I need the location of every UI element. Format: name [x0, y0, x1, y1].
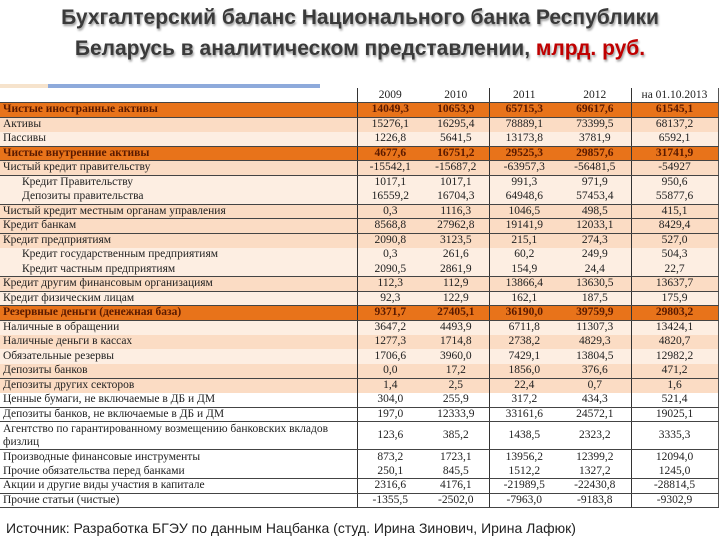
cell-value: 0,0 [357, 364, 423, 379]
cell-value: 73399,5 [559, 117, 631, 132]
cell-value: -21989,5 [489, 479, 559, 494]
cell-value: 498,5 [559, 204, 631, 219]
cell-value: 17,2 [423, 364, 489, 379]
cell-value: 12333,9 [423, 407, 489, 422]
cell-value: 16559,2 [357, 190, 423, 205]
table-row [0, 407, 718, 422]
source-note: Источник: Разработка БГЭУ по данным Нацбанка (студ. Ирина Зинович, Ирина Лафюк) [6, 520, 576, 536]
cell-value: 29803,2 [631, 306, 718, 321]
cell-value: 92,3 [357, 291, 423, 306]
cell-value: 4677,6 [357, 146, 423, 161]
table-row [0, 335, 718, 350]
row-label: Кредит физическим лицам [0, 291, 357, 306]
title-line-2: Беларусь в аналитическом представлении, млрд. руб. [74, 37, 646, 60]
cell-value: 13956,2 [489, 450, 559, 465]
cell-value: 2090,8 [357, 233, 423, 248]
cell-value: 274,3 [559, 233, 631, 248]
table-row [0, 450, 718, 465]
row-label: Депозиты других секторов [0, 378, 357, 393]
cell-value: 3960,0 [423, 349, 489, 364]
cell-value: -22430,8 [559, 479, 631, 494]
column-header: 2009 [357, 88, 423, 103]
cell-value: -54927 [631, 161, 718, 176]
cell-value: 31741,9 [631, 146, 718, 161]
cell-value: 55877,6 [631, 190, 718, 205]
table-row [0, 277, 718, 292]
cell-value: 4820,7 [631, 335, 718, 350]
row-label: Ценные бумаги, не включаемые в ДБ и ДМ [0, 393, 357, 408]
cell-value: -9183,8 [559, 493, 631, 508]
cell-value: 0,3 [357, 248, 423, 263]
table-row [0, 161, 718, 176]
table-row [0, 262, 718, 277]
cell-value: 2323,2 [559, 422, 631, 450]
cell-value: 16704,3 [423, 190, 489, 205]
row-label: Депозиты банков [0, 364, 357, 379]
cell-value: 22,7 [631, 262, 718, 277]
table-row [0, 291, 718, 306]
cell-value: 187,5 [559, 291, 631, 306]
title-unit: млрд. руб. [535, 37, 646, 60]
row-label: Кредит предприятиям [0, 233, 357, 248]
cell-value: 950,6 [631, 175, 718, 190]
cell-value: 1714,8 [423, 335, 489, 350]
table-row [0, 175, 718, 190]
column-header: на 01.10.2013 [631, 88, 718, 103]
cell-value: 69617,6 [559, 103, 631, 118]
row-label: Прочие обязательства перед банками [0, 464, 357, 479]
cell-value: 255,9 [423, 393, 489, 408]
row-label: Чистый кредит правительству [0, 161, 357, 176]
cell-value: 65715,3 [489, 103, 559, 118]
cell-value: 1046,5 [489, 204, 559, 219]
table-row [0, 306, 718, 321]
cell-value: 873,2 [357, 450, 423, 465]
cell-value: 1,4 [357, 378, 423, 393]
cell-value: 13424,1 [631, 320, 718, 335]
table-row [0, 464, 718, 479]
row-label: Пассивы [0, 132, 357, 147]
cell-value: 2316,6 [357, 479, 423, 494]
cell-value: 112,3 [357, 277, 423, 292]
cell-value: 33161,6 [489, 407, 559, 422]
row-label: Кредит Правительству [0, 175, 357, 190]
cell-value: 1,6 [631, 378, 718, 393]
table-row [0, 364, 718, 379]
cell-value: 19025,1 [631, 407, 718, 422]
cell-value: 0,3 [357, 204, 423, 219]
cell-value: 1226,8 [357, 132, 423, 147]
row-label: Кредит банкам [0, 219, 357, 234]
cell-value: 304,0 [357, 393, 423, 408]
cell-value: 60,2 [489, 248, 559, 263]
cell-value: 29525,3 [489, 146, 559, 161]
cell-value: 13630,5 [559, 277, 631, 292]
cell-value: 12399,2 [559, 450, 631, 465]
title-line-1: Бухгалтерский баланс Национального банка Республики [61, 6, 659, 29]
table-row [0, 422, 718, 450]
cell-value: 6711,8 [489, 320, 559, 335]
cell-value: 9371,7 [357, 306, 423, 321]
cell-value: 24572,1 [559, 407, 631, 422]
cell-value: 2738,2 [489, 335, 559, 350]
cell-value: 3781,9 [559, 132, 631, 147]
row-label: Наличные деньги в кассах [0, 335, 357, 350]
cell-value: 24,4 [559, 262, 631, 277]
cell-value: -9302,9 [631, 493, 718, 508]
cell-value: 1277,3 [357, 335, 423, 350]
cell-value: 175,9 [631, 291, 718, 306]
table-row [0, 204, 718, 219]
cell-value: 12094,0 [631, 450, 718, 465]
cell-value: 1723,1 [423, 450, 489, 465]
cell-value: 5641,5 [423, 132, 489, 147]
cell-value: 1856,0 [489, 364, 559, 379]
cell-value: 39759,9 [559, 306, 631, 321]
row-label: Прочие статьи (чистые) [0, 493, 357, 508]
cell-value: 0,7 [559, 378, 631, 393]
table-row [0, 190, 718, 205]
cell-value: -28814,5 [631, 479, 718, 494]
cell-value: 11307,3 [559, 320, 631, 335]
cell-value: 1512,2 [489, 464, 559, 479]
cell-value: 250,1 [357, 464, 423, 479]
cell-value: 991,3 [489, 175, 559, 190]
cell-value: 2,5 [423, 378, 489, 393]
cell-value: 527,0 [631, 233, 718, 248]
row-label: Чистые иностранные активы [0, 103, 357, 118]
cell-value: 6592,1 [631, 132, 718, 147]
cell-value: 112,9 [423, 277, 489, 292]
cell-value: 12982,2 [631, 349, 718, 364]
row-label: Наличные в обращении [0, 320, 357, 335]
cell-value: -15687,2 [423, 161, 489, 176]
table-row [0, 349, 718, 364]
row-label: Депозиты банков, не включаемые в ДБ и ДМ [0, 407, 357, 422]
page-title [0, 2, 720, 64]
cell-value: 122,9 [423, 291, 489, 306]
cell-value: 64948,6 [489, 190, 559, 205]
cell-value: 1017,1 [423, 175, 489, 190]
cell-value: 845,5 [423, 464, 489, 479]
cell-value: 3647,2 [357, 320, 423, 335]
cell-value: 36190,0 [489, 306, 559, 321]
cell-value: 385,2 [423, 422, 489, 450]
table-row [0, 146, 718, 161]
cell-value: 61545,1 [631, 103, 718, 118]
cell-value: 4176,1 [423, 479, 489, 494]
cell-value: 261,6 [423, 248, 489, 263]
cell-value: 13637,7 [631, 277, 718, 292]
cell-value: 1706,6 [357, 349, 423, 364]
cell-value: 471,2 [631, 364, 718, 379]
row-label: Агентство по гарантированному возмещению банковских вкладов физлиц [0, 422, 357, 450]
balance-table [0, 88, 719, 508]
cell-value: 13804,5 [559, 349, 631, 364]
column-header: 2011 [489, 88, 559, 103]
table-row [0, 132, 718, 147]
cell-value: 123,6 [357, 422, 423, 450]
cell-value: 68137,2 [631, 117, 718, 132]
table-row [0, 493, 718, 508]
cell-value: 2090,5 [357, 262, 423, 277]
cell-value: 15276,1 [357, 117, 423, 132]
cell-value: 154,9 [489, 262, 559, 277]
row-label: Чистый кредит местным органам управления [0, 204, 357, 219]
cell-value: 16751,2 [423, 146, 489, 161]
cell-value: 1017,1 [357, 175, 423, 190]
table-row [0, 393, 718, 408]
table-row [0, 320, 718, 335]
cell-value: 27962,8 [423, 219, 489, 234]
cell-value: 27405,1 [423, 306, 489, 321]
cell-value: 504,3 [631, 248, 718, 263]
cell-value: 215,1 [489, 233, 559, 248]
cell-value: 4829,3 [559, 335, 631, 350]
cell-value: 376,6 [559, 364, 631, 379]
table-row [0, 103, 718, 118]
cell-value: 317,2 [489, 393, 559, 408]
row-label: Кредит другим финансовым организациям [0, 277, 357, 292]
cell-value: 434,3 [559, 393, 631, 408]
table-row [0, 248, 718, 263]
cell-value: 2861,9 [423, 262, 489, 277]
cell-value: 13866,4 [489, 277, 559, 292]
row-label: Производные финансовые инструменты [0, 450, 357, 465]
cell-value: 4493,9 [423, 320, 489, 335]
column-header: 2012 [559, 88, 631, 103]
cell-value: 1116,3 [423, 204, 489, 219]
cell-value: 10653,9 [423, 103, 489, 118]
cell-value: 14049,3 [357, 103, 423, 118]
table-row [0, 378, 718, 393]
cell-value: 971,9 [559, 175, 631, 190]
row-label: Активы [0, 117, 357, 132]
cell-value: 19141,9 [489, 219, 559, 234]
cell-value: 415,1 [631, 204, 718, 219]
cell-value: 1438,5 [489, 422, 559, 450]
cell-value: 29857,6 [559, 146, 631, 161]
table-row [0, 479, 718, 494]
table-row [0, 219, 718, 234]
row-label: Обязательные резервы [0, 349, 357, 364]
cell-value: -63957,3 [489, 161, 559, 176]
cell-value: 1245,0 [631, 464, 718, 479]
column-header: 2010 [423, 88, 489, 103]
cell-value: 3123,5 [423, 233, 489, 248]
cell-value: 162,1 [489, 291, 559, 306]
cell-value: -2502,0 [423, 493, 489, 508]
cell-value: 7429,1 [489, 349, 559, 364]
cell-value: 8568,8 [357, 219, 423, 234]
cell-value: 1327,2 [559, 464, 631, 479]
cell-value: 16295,4 [423, 117, 489, 132]
row-label: Депозиты правительства [0, 190, 357, 205]
cell-value: 12033,1 [559, 219, 631, 234]
table-header-row [0, 88, 718, 103]
row-label: Резервные деньги (денежная база) [0, 306, 357, 321]
cell-value: 521,4 [631, 393, 718, 408]
cell-value: 3335,3 [631, 422, 718, 450]
cell-value: 249,9 [559, 248, 631, 263]
row-label: Акции и другие виды участия в капитале [0, 479, 357, 494]
cell-value: -56481,5 [559, 161, 631, 176]
cell-value: -15542,1 [357, 161, 423, 176]
cell-value: 197,0 [357, 407, 423, 422]
table-row [0, 117, 718, 132]
cell-value: 22,4 [489, 378, 559, 393]
cell-value: 57453,4 [559, 190, 631, 205]
table-row [0, 233, 718, 248]
cell-value: 8429,4 [631, 219, 718, 234]
cell-value: -7963,0 [489, 493, 559, 508]
row-label: Кредит государственным предприятиям [0, 248, 357, 263]
cell-value: 78889,1 [489, 117, 559, 132]
row-label: Кредит частным предприятиям [0, 262, 357, 277]
row-label: Чистые внутренние активы [0, 146, 357, 161]
cell-value: -1355,5 [357, 493, 423, 508]
cell-value: 13173,8 [489, 132, 559, 147]
